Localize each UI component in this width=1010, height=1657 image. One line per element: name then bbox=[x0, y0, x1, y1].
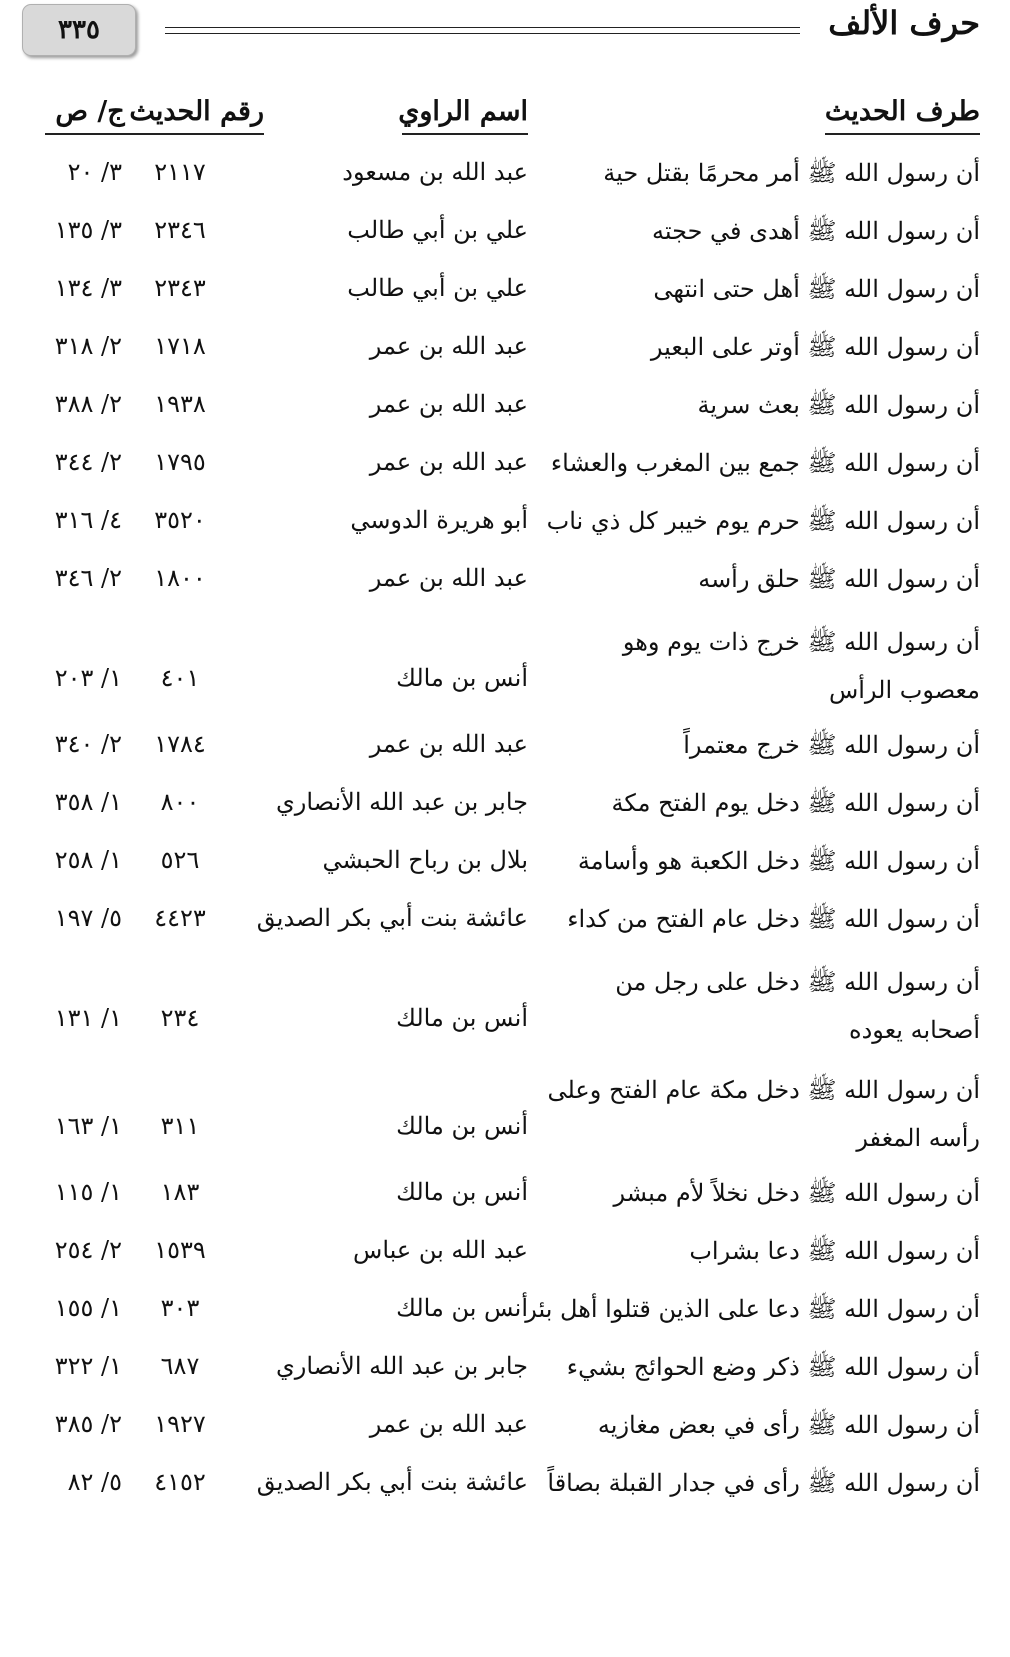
table-row bbox=[0, 148, 1010, 206]
hadith-text: أن رسول الله ﷺ دخل مكة عام الفتح وعلى رأسه المغفر bbox=[547, 1076, 980, 1152]
narrator-name: أنس بن مالك bbox=[396, 664, 528, 692]
narrator-name: عبد الله بن عمر bbox=[369, 448, 528, 476]
hadith-text: أن رسول الله ﷺ دعا على الذين قتلوا أهل بئر bbox=[525, 1295, 980, 1323]
hadith-text: أن رسول الله ﷺ حرم يوم خيبر كل ذي ناب bbox=[546, 507, 980, 535]
hadith-number: ١٥٣٩ bbox=[154, 1236, 206, 1264]
volume-page-ref: ٣/ ٢٠ bbox=[67, 158, 122, 186]
volume-page-ref: ٥/ ١٩٧ bbox=[54, 904, 122, 932]
table-row bbox=[0, 1342, 1010, 1400]
hadith-number: ٨٠٠ bbox=[160, 788, 200, 816]
table-row bbox=[0, 778, 1010, 836]
hadith-number: ١٨٠٠ bbox=[154, 564, 206, 592]
header-rule-top bbox=[165, 27, 800, 28]
hadith-text: أن رسول الله ﷺ دخل الكعبة هو وأسامة bbox=[577, 847, 980, 875]
hadith-text: أن رسول الله ﷺ دعا بشراب bbox=[689, 1237, 980, 1265]
hadith-text: أن رسول الله ﷺ أهدى في حجته bbox=[651, 217, 980, 245]
narrator-name: أنس بن مالك bbox=[396, 1112, 528, 1140]
table-row bbox=[0, 952, 1010, 1060]
volume-page-ref: ١/ ١٥٥ bbox=[54, 1294, 122, 1322]
volume-page-ref: ١/ ٢٠٣ bbox=[54, 664, 122, 692]
narrator-name: عبد الله بن عمر bbox=[369, 564, 528, 592]
volume-page-ref: ٥/ ٨٢ bbox=[67, 1468, 122, 1496]
hadith-number: ١٧٨٤ bbox=[154, 730, 206, 758]
table-row bbox=[0, 1226, 1010, 1284]
volume-page-ref: ١/ ١٣١ bbox=[54, 1004, 122, 1032]
hadith-text: أن رسول الله ﷺ أوتر على البعير bbox=[650, 333, 980, 361]
hadith-number: ٢٣٤ bbox=[160, 1004, 200, 1032]
volume-page-ref: ٢/ ٣١٨ bbox=[54, 332, 122, 360]
hadith-number: ٢٣٤٦ bbox=[154, 216, 206, 244]
hadith-text: أن رسول الله ﷺ جمع بين المغرب والعشاء bbox=[550, 449, 980, 477]
volume-page-ref: ٢/ ٣٨٨ bbox=[54, 390, 122, 418]
volume-page-ref: ١/ ٣٢٢ bbox=[54, 1352, 122, 1380]
table-row bbox=[0, 322, 1010, 380]
volume-page-ref: ١/ ٣٥٨ bbox=[54, 788, 122, 816]
page-number: ٣٣٥ bbox=[22, 4, 136, 56]
table-row bbox=[0, 380, 1010, 438]
hadith-number: ١٨٣ bbox=[160, 1178, 200, 1206]
hadith-number: ٣١١ bbox=[160, 1112, 200, 1140]
narrator-name: علي بن أبي طالب bbox=[347, 274, 528, 302]
hadith-number: ٤٠١ bbox=[160, 664, 200, 692]
table-row bbox=[0, 1284, 1010, 1342]
column-headers bbox=[0, 96, 1010, 146]
narrator-name: أنس بن مالك bbox=[396, 1004, 528, 1032]
narrator-name: عبد الله بن عباس bbox=[353, 1236, 528, 1264]
volume-page-ref: ٢/ ٢٥٤ bbox=[54, 1236, 122, 1264]
table-row bbox=[0, 836, 1010, 894]
hadith-text: أن رسول الله ﷺ دخل على رجل من أصحابه يعوده bbox=[615, 968, 980, 1044]
hadith-number: ٤٤٢٣ bbox=[154, 904, 206, 932]
narrator-name: أنس بن مالك bbox=[396, 1294, 528, 1322]
volume-page-ref: ٢/ ٣٨٥ bbox=[54, 1410, 122, 1438]
narrator-name: عبد الله بن عمر bbox=[369, 1410, 528, 1438]
table-row bbox=[0, 206, 1010, 264]
hadith-text: أن رسول الله ﷺ دخل عام الفتح من كداء bbox=[567, 905, 980, 933]
narrator-name: جابر بن عبد الله الأنصاري bbox=[275, 1352, 528, 1380]
hadith-number: ٢١١٧ bbox=[154, 158, 206, 186]
volume-page-ref: ٣/ ١٣٥ bbox=[54, 216, 122, 244]
volume-page-ref: ١/ ١٦٣ bbox=[54, 1112, 122, 1140]
table-row bbox=[0, 1168, 1010, 1226]
hadith-index-table bbox=[0, 148, 1010, 1516]
table-row bbox=[0, 894, 1010, 952]
hadith-number: ٦٨٧ bbox=[160, 1352, 200, 1380]
narrator-name: عبد الله بن عمر bbox=[369, 332, 528, 360]
table-row bbox=[0, 438, 1010, 496]
narrator-name: أنس بن مالك bbox=[396, 1178, 528, 1206]
hadith-number: ١٧٩٥ bbox=[154, 448, 206, 476]
hadith-number: ١٧١٨ bbox=[154, 332, 206, 360]
table-row bbox=[0, 554, 1010, 612]
volume-page-ref: ٢/ ٣٤٠ bbox=[54, 730, 122, 758]
hadith-text: أن رسول الله ﷺ بعث سرية bbox=[697, 391, 980, 419]
volume-page-ref: ٢/ ٣٤٤ bbox=[54, 448, 122, 476]
narrator-name: عبد الله بن مسعود bbox=[342, 158, 528, 186]
narrator-name: علي بن أبي طالب bbox=[347, 216, 528, 244]
hadith-text: أن رسول الله ﷺ أهل حتى انتهى bbox=[653, 275, 980, 303]
hadith-number: ١٩٣٨ bbox=[154, 390, 206, 418]
narrator-name: عائشة بنت أبي بكر الصديق bbox=[256, 1468, 528, 1496]
volume-page-ref: ١/ ١١٥ bbox=[54, 1178, 122, 1206]
table-row bbox=[0, 496, 1010, 554]
hadith-text: أن رسول الله ﷺ خرج ذات يوم وهو معصوب الرأس bbox=[622, 628, 980, 704]
hadith-number: ١٩٢٧ bbox=[154, 1410, 206, 1438]
hadith-number: ٥٢٦ bbox=[160, 846, 200, 874]
hadith-number: ٤١٥٢ bbox=[154, 1468, 206, 1496]
hadith-text: أن رسول الله ﷺ رأى في بعض مغازيه bbox=[597, 1411, 980, 1439]
table-row bbox=[0, 612, 1010, 720]
column-header-narrator: اسم الراوي bbox=[402, 96, 528, 135]
hadith-number: ٣٥٢٠ bbox=[154, 506, 206, 534]
hadith-number: ٣٠٣ bbox=[160, 1294, 200, 1322]
hadith-text: أن رسول الله ﷺ أمر محرمًا بقتل حية bbox=[603, 159, 980, 187]
narrator-name: أبو هريرة الدوسي bbox=[350, 506, 528, 534]
column-header-number: رقم الحديث bbox=[134, 96, 264, 135]
column-header-hadith: طرف الحديث bbox=[825, 96, 980, 135]
narrator-name: بلال بن رباح الحبشي bbox=[322, 846, 528, 874]
page-header bbox=[0, 0, 1010, 64]
volume-page-ref: ٣/ ١٣٤ bbox=[54, 274, 122, 302]
volume-page-ref: ٤/ ٣١٦ bbox=[54, 506, 122, 534]
section-title: حرف الألف bbox=[828, 4, 980, 42]
narrator-name: عبد الله بن عمر bbox=[369, 390, 528, 418]
table-row bbox=[0, 720, 1010, 778]
hadith-text: أن رسول الله ﷺ حلق رأسه bbox=[698, 565, 980, 593]
hadith-text: أن رسول الله ﷺ دخل نخلاً لأم مبشر bbox=[613, 1179, 980, 1207]
narrator-name: عائشة بنت أبي بكر الصديق bbox=[256, 904, 528, 932]
hadith-text: أن رسول الله ﷺ دخل يوم الفتح مكة bbox=[611, 789, 980, 817]
table-row bbox=[0, 1060, 1010, 1168]
hadith-text: أن رسول الله ﷺ رأى في جدار القبلة بصاقاً bbox=[547, 1469, 980, 1497]
table-row bbox=[0, 1458, 1010, 1516]
hadith-number: ٢٣٤٣ bbox=[154, 274, 206, 302]
volume-page-ref: ١/ ٢٥٨ bbox=[54, 846, 122, 874]
narrator-name: جابر بن عبد الله الأنصاري bbox=[275, 788, 528, 816]
hadith-text: أن رسول الله ﷺ ذكر وضع الحوائج بشيء bbox=[566, 1353, 980, 1381]
header-rule-bottom bbox=[165, 33, 800, 34]
table-row bbox=[0, 264, 1010, 322]
narrator-name: عبد الله بن عمر bbox=[369, 730, 528, 758]
hadith-text: أن رسول الله ﷺ خرج معتمراً bbox=[683, 731, 980, 759]
volume-page-ref: ٢/ ٣٤٦ bbox=[54, 564, 122, 592]
table-row bbox=[0, 1400, 1010, 1458]
column-header-volume-page: ج/ ص bbox=[45, 96, 135, 135]
